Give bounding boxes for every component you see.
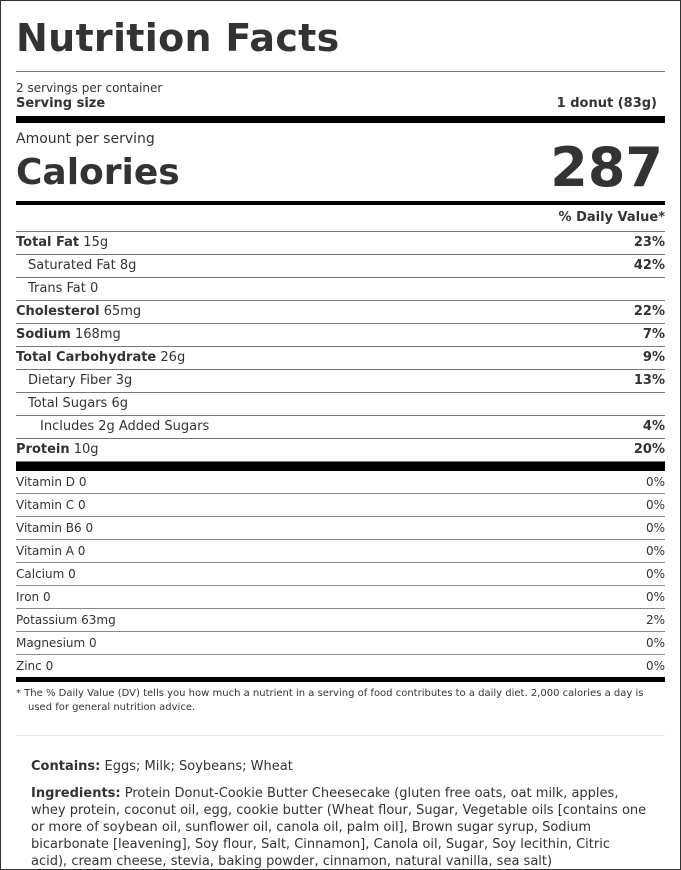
vitamin-daily-value: 0% [645,659,665,673]
vitamin-daily-value: 0% [645,636,665,650]
vitamin-daily-value: 0% [645,567,665,581]
vitamin-row [16,562,665,585]
nutrient-label: Includes 2g Added Sugars [40,419,210,434]
nutrient-name [16,278,98,300]
thick-divider [16,461,665,471]
serving-size-row [16,96,665,114]
nutrient-name [16,439,99,461]
nutrient-row [16,254,665,277]
nutrient-name [16,255,136,277]
servings-per-container: 2 servings per container [16,81,163,95]
nutrient-amount: 0 [89,281,99,296]
vitamin-row [16,471,665,493]
nutrient-label: Total Fat [16,235,80,250]
label-title: Nutrition Facts [16,16,340,60]
nutrient-name [16,416,209,438]
amount-per-serving: Amount per serving [16,131,155,147]
nutrient-row [16,277,665,300]
vitamin-name: Vitamin C 0 [16,498,86,512]
vitamin-name: Vitamin B6 0 [16,521,94,535]
nutrient-label: Total Carbohydrate [16,350,157,365]
nutrient-name [16,232,108,254]
nutrient-amount: 10g [73,442,99,457]
nutrient-amount: 65mg [103,304,142,319]
calories-value: 287 [550,136,663,199]
nutrient-amount: 6g [111,396,128,411]
nutrient-row [16,415,665,438]
nutrient-amount: 168mg [75,327,121,342]
vitamin-name: Vitamin D 0 [16,475,87,489]
vitamin-name: Iron 0 [16,590,51,604]
nutrient-row [16,392,665,415]
contains-line [31,758,650,775]
ingredients-value: Protein Donut-Cookie Butter Cheesecake (gluten free oats, oat milk, apples, whey protein, coconut oil, egg, cookie butter (Wheat flour, Sugar, Vegetable oils [contains one or more of soybean oil, sunflower oil, canola oil, palm oil], Brown sugar syrup, Sodium bicarbonate [leavening], Soy flour, Salt, Cinnamon], Canola oil, Sugar, Soy lecithin, Citric acid), cream cheese, stevia, baking powder, cinnamon, natural vanilla, sea salt) [31,786,647,869]
nutrient-daily-value: 23% [633,235,665,250]
ingredients-label: Ingredients: [31,786,121,801]
footnote: * The % Daily Value (DV) tells you how much a nutrient in a serving of food contributes to a daily diet. 2,000 calories a day is used for general nutrition advice. [16,688,644,713]
nutrient-label: Protein [16,442,70,457]
serving-size-label: Serving size [16,96,106,111]
nutrient-list [16,231,665,461]
vitamin-daily-value: 0% [645,521,665,535]
thick-divider [16,116,665,123]
vitamin-daily-value: 0% [645,475,665,489]
vitamin-name: Zinc 0 [16,659,54,673]
vitamin-name: Potassium 63mg [16,613,116,627]
nutrient-label: Saturated Fat [28,258,116,273]
medium-divider [16,677,665,682]
vitamin-row [16,493,665,516]
calories-label: Calories [16,152,180,193]
vitamin-row [16,539,665,562]
nutrient-daily-value: 42% [633,258,665,273]
vitamin-name: Magnesium 0 [16,636,97,650]
contains-value: Eggs; Milk; Soybeans; Wheat [104,759,293,774]
nutrient-label: Trans Fat [28,281,86,296]
nutrient-row [16,231,665,254]
allergen-section [16,758,665,870]
nutrient-name [16,393,128,415]
vitamin-daily-value: 0% [645,498,665,512]
nutrient-name [16,324,121,346]
nutrient-daily-value: 9% [642,350,665,365]
section-divider [16,735,665,736]
nutrient-daily-value: 20% [633,442,665,457]
vitamin-daily-value: 0% [645,590,665,604]
serving-size-value: 1 donut (83g) [556,96,657,111]
nutrient-label: Total Sugars [28,396,108,411]
divider [16,71,665,72]
nutrient-label: Sodium [16,327,71,342]
nutrient-amount: 15g [83,235,109,250]
vitamin-daily-value: 0% [645,544,665,558]
nutrient-row [16,438,665,461]
vitamin-row [16,631,665,654]
vitamin-name: Vitamin A 0 [16,544,86,558]
nutrient-name [16,301,141,323]
nutrient-row [16,369,665,392]
nutrient-row [16,300,665,323]
vitamin-list [16,471,665,677]
nutrient-daily-value: 13% [633,373,665,388]
nutrient-daily-value: 4% [642,419,665,434]
vitamin-daily-value: 2% [645,613,665,627]
nutrient-amount: 8g [119,258,137,273]
nutrient-amount: 26g [160,350,186,365]
nutrient-label: Cholesterol [16,304,100,319]
vitamin-row [16,654,665,677]
nutrient-amount: 3g [115,373,133,388]
vitamin-name: Calcium 0 [16,567,76,581]
nutrient-daily-value: 7% [642,327,665,342]
nutrient-row [16,346,665,369]
vitamin-row [16,608,665,631]
daily-value-header: % Daily Value* [558,210,665,225]
nutrient-row [16,323,665,346]
vitamin-row [16,516,665,539]
nutrient-daily-value: 22% [633,304,665,319]
vitamin-row [16,585,665,608]
nutrient-name [16,370,132,392]
contains-label: Contains: [31,759,101,774]
ingredients-line [31,785,650,870]
nutrient-name [16,347,185,369]
nutrient-label: Dietary Fiber [28,373,112,388]
